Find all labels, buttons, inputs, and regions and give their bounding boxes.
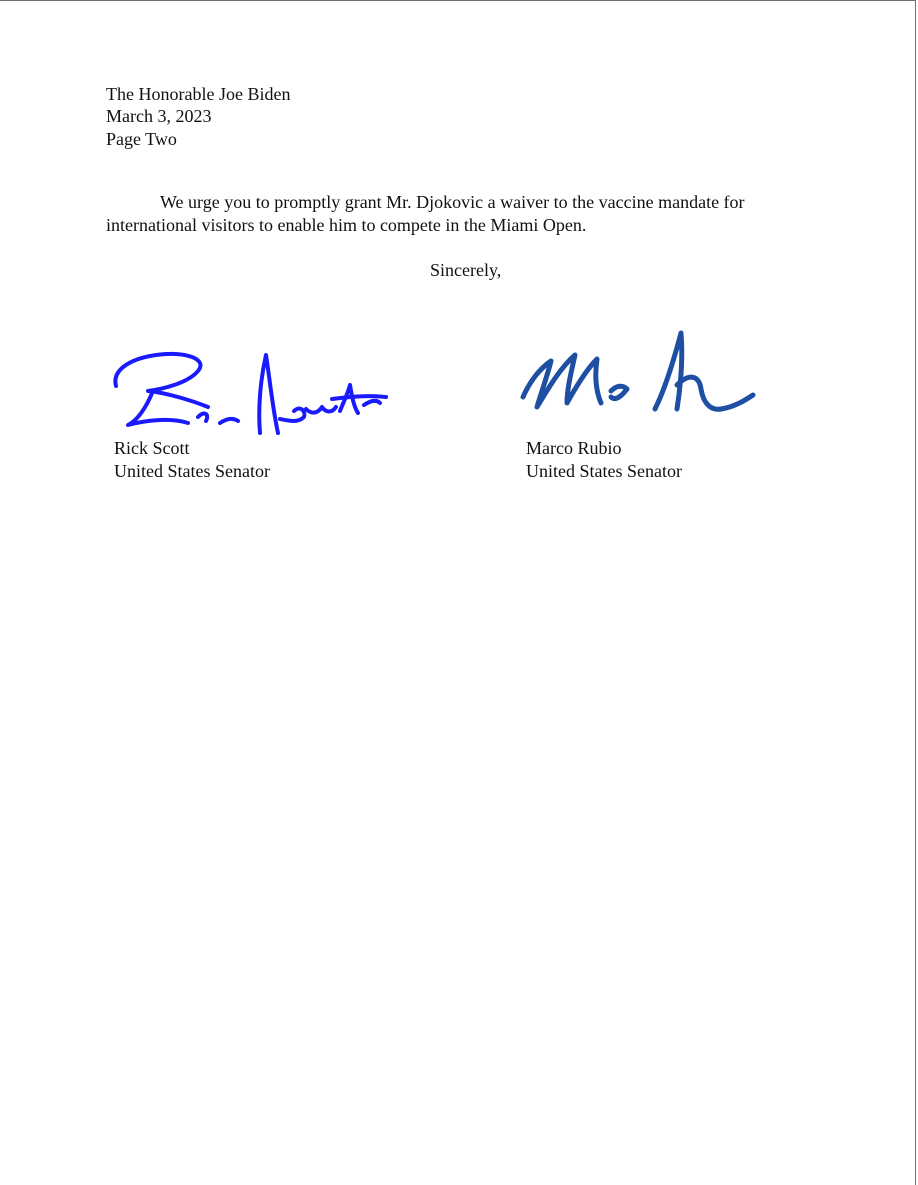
body-paragraph: We urge you to promptly grant Mr. Djokovic a waiver to the vaccine mandate for international visitors to enable him to compete in the Miami Open. bbox=[106, 192, 745, 235]
rick-scott-signature bbox=[108, 341, 393, 441]
signatory-name-marco-rubio: Marco Rubio bbox=[526, 438, 622, 458]
recipient-line: The Honorable Joe Biden bbox=[106, 84, 291, 104]
page-label: Page Two bbox=[106, 129, 177, 149]
letter-date: March 3, 2023 bbox=[106, 106, 212, 126]
rick-scott-signature-strokes bbox=[115, 354, 386, 433]
marco-rubio-signature-strokes bbox=[523, 333, 753, 409]
signatory-name-rick-scott: Rick Scott bbox=[114, 438, 190, 458]
closing-salutation: Sincerely, bbox=[430, 260, 502, 280]
signatory-title-rick-scott: United States Senator bbox=[114, 461, 270, 481]
signatory-title-marco-rubio: United States Senator bbox=[526, 461, 682, 481]
marco-rubio-signature bbox=[515, 323, 765, 423]
